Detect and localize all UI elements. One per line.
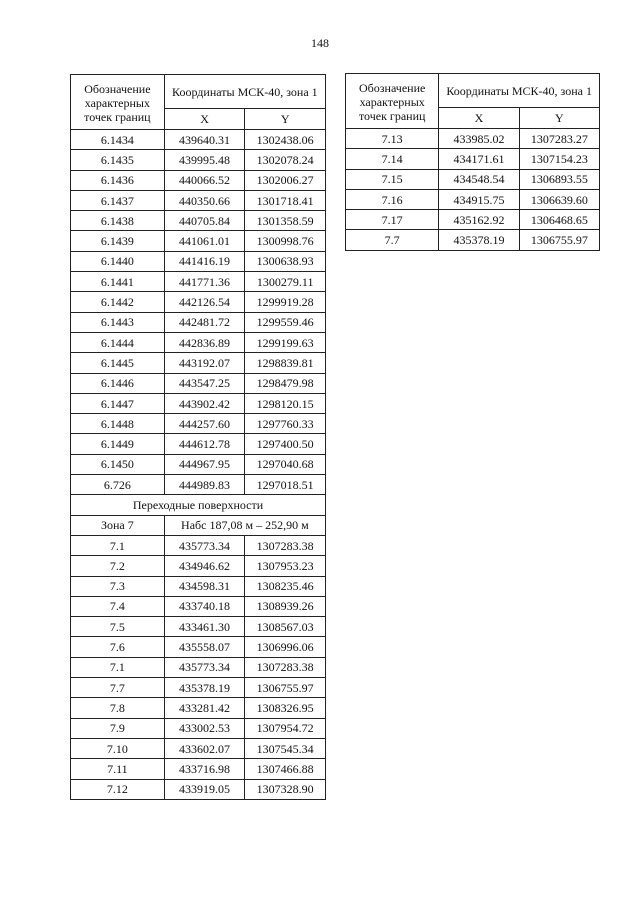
y-coordinate-cell: 1298479.98 bbox=[245, 373, 326, 393]
x-coordinate-cell: 443547.25 bbox=[164, 373, 245, 393]
x-coordinate-cell: 433740.18 bbox=[164, 596, 245, 616]
y-coordinate-cell: 1300279.11 bbox=[245, 272, 326, 292]
table-row bbox=[71, 678, 326, 698]
point-name-cell: 7.7 bbox=[346, 230, 439, 250]
point-name-cell: 6.1445 bbox=[71, 353, 165, 373]
x-coordinate-cell: 434548.54 bbox=[439, 169, 519, 189]
point-name-cell: 7.8 bbox=[71, 698, 165, 718]
x-coordinate-cell: 443902.42 bbox=[164, 393, 245, 413]
x-coordinate-cell: 433919.05 bbox=[164, 779, 245, 799]
y-coordinate-cell: 1306639.60 bbox=[519, 189, 599, 209]
table-row bbox=[71, 393, 326, 413]
point-name-cell: 7.11 bbox=[71, 759, 165, 779]
x-coordinate-cell: 434171.61 bbox=[439, 149, 519, 169]
y-coordinate-cell: 1307154.23 bbox=[519, 149, 599, 169]
table-row bbox=[71, 596, 326, 616]
table-row bbox=[71, 779, 326, 799]
table-row bbox=[71, 617, 326, 637]
table-row bbox=[71, 738, 326, 758]
table-row bbox=[71, 251, 326, 271]
y-coordinate-cell: 1297018.51 bbox=[245, 475, 326, 495]
y-coordinate-cell: 1301358.59 bbox=[245, 211, 326, 231]
point-name-cell: 6.1437 bbox=[71, 190, 165, 210]
y-coordinate-cell: 1300998.76 bbox=[245, 231, 326, 251]
y-coordinate-cell: 1307283.38 bbox=[245, 657, 326, 677]
designation-header: Обозначение характерных точек границ bbox=[71, 75, 165, 130]
x-coordinate-cell: 435162.92 bbox=[439, 210, 519, 230]
x-coordinate-cell: 434915.75 bbox=[439, 189, 519, 209]
y-coordinate-cell: 1297400.50 bbox=[245, 434, 326, 454]
point-name-cell: 6.1444 bbox=[71, 332, 165, 352]
y-coordinate-cell: 1297040.68 bbox=[245, 454, 326, 474]
table-row bbox=[71, 332, 326, 352]
table-row bbox=[71, 130, 326, 150]
y-coordinate-cell: 1307283.27 bbox=[519, 129, 599, 149]
table-row bbox=[71, 657, 326, 677]
point-name-cell: 7.12 bbox=[71, 779, 165, 799]
table-row bbox=[71, 231, 326, 251]
point-name-cell: 7.10 bbox=[71, 738, 165, 758]
table-row bbox=[346, 230, 600, 250]
y-coordinate-cell: 1301718.41 bbox=[245, 190, 326, 210]
section-title: Переходные поверхности bbox=[71, 495, 326, 515]
x-coordinate-cell: 433002.53 bbox=[164, 718, 245, 738]
x-coordinate-cell: 433985.02 bbox=[439, 129, 519, 149]
header-row bbox=[346, 74, 600, 108]
table-row bbox=[71, 759, 326, 779]
x-coordinate-cell: 433716.98 bbox=[164, 759, 245, 779]
point-name-cell: 7.7 bbox=[71, 678, 165, 698]
x-coordinate-cell: 444612.78 bbox=[164, 434, 245, 454]
y-coordinate-cell: 1307283.38 bbox=[245, 535, 326, 555]
point-name-cell: 7.4 bbox=[71, 596, 165, 616]
table-row bbox=[71, 718, 326, 738]
point-name-cell: 7.2 bbox=[71, 556, 165, 576]
table-row bbox=[71, 475, 326, 495]
point-name-cell: 7.9 bbox=[71, 718, 165, 738]
x-coordinate-cell: 442126.54 bbox=[164, 292, 245, 312]
table-row bbox=[71, 272, 326, 292]
point-name-cell: 7.14 bbox=[346, 149, 439, 169]
point-name-cell: 6.1439 bbox=[71, 231, 165, 251]
table-row bbox=[71, 312, 326, 332]
point-name-cell: 6.1443 bbox=[71, 312, 165, 332]
designation-header: Обозначение характерных точек границ bbox=[346, 74, 439, 129]
x-coordinate-cell: 435773.34 bbox=[164, 657, 245, 677]
table-row bbox=[346, 149, 600, 169]
table-row bbox=[346, 210, 600, 230]
x-coordinate-cell: 440350.66 bbox=[164, 190, 245, 210]
point-name-cell: 7.16 bbox=[346, 189, 439, 209]
point-name-cell: 7.6 bbox=[71, 637, 165, 657]
y-coordinate-cell: 1307954.72 bbox=[245, 718, 326, 738]
page-number: 148 bbox=[311, 36, 329, 50]
table-row bbox=[71, 190, 326, 210]
table-row bbox=[71, 150, 326, 170]
x-coordinate-cell: 434946.62 bbox=[164, 556, 245, 576]
x-coordinate-cell: 434598.31 bbox=[164, 576, 245, 596]
y-coordinate-cell: 1307466.88 bbox=[245, 759, 326, 779]
point-name-cell: 6.1436 bbox=[71, 170, 165, 190]
x-coordinate-cell: 433602.07 bbox=[164, 738, 245, 758]
point-name-cell: 7.15 bbox=[346, 169, 439, 189]
x-coordinate-cell: 433461.30 bbox=[164, 617, 245, 637]
x-coordinate-cell: 444989.83 bbox=[164, 475, 245, 495]
y-coordinate-cell: 1306755.97 bbox=[245, 678, 326, 698]
point-name-cell: 7.3 bbox=[71, 576, 165, 596]
point-name-cell: 6.1441 bbox=[71, 272, 165, 292]
y-coordinate-cell: 1307545.34 bbox=[245, 738, 326, 758]
x-coordinate-cell: 441061.01 bbox=[164, 231, 245, 251]
y-coordinate-cell: 1298120.15 bbox=[245, 393, 326, 413]
section-title-row bbox=[71, 495, 326, 515]
table-row bbox=[71, 414, 326, 434]
x-coordinate-cell: 442481.72 bbox=[164, 312, 245, 332]
point-name-cell: 6.1435 bbox=[71, 150, 165, 170]
point-name-cell: 6.1447 bbox=[71, 393, 165, 413]
x-header: X bbox=[439, 108, 519, 129]
table-row bbox=[71, 353, 326, 373]
x-coordinate-cell: 440066.52 bbox=[164, 170, 245, 190]
coordinates-header: Координаты МСК-40, зона 1 bbox=[439, 74, 600, 108]
x-coordinate-cell: 435558.07 bbox=[164, 637, 245, 657]
point-name-cell: 6.1442 bbox=[71, 292, 165, 312]
x-coordinate-cell: 443192.07 bbox=[164, 353, 245, 373]
table-row bbox=[71, 454, 326, 474]
table-row bbox=[71, 535, 326, 555]
point-name-cell: 7.1 bbox=[71, 535, 165, 555]
y-coordinate-cell: 1297760.33 bbox=[245, 414, 326, 434]
point-name-cell: 7.1 bbox=[71, 657, 165, 677]
x-coordinate-cell: 444967.95 bbox=[164, 454, 245, 474]
table-row bbox=[346, 189, 600, 209]
y-coordinate-cell: 1302006.27 bbox=[245, 170, 326, 190]
x-coordinate-cell: 444257.60 bbox=[164, 414, 245, 434]
x-coordinate-cell: 435773.34 bbox=[164, 535, 245, 555]
x-coordinate-cell: 435378.19 bbox=[439, 230, 519, 250]
point-name-cell: 7.5 bbox=[71, 617, 165, 637]
table-row bbox=[71, 556, 326, 576]
y-coordinate-cell: 1307328.90 bbox=[245, 779, 326, 799]
y-coordinate-cell: 1307953.23 bbox=[245, 556, 326, 576]
y-coordinate-cell: 1308939.26 bbox=[245, 596, 326, 616]
y-coordinate-cell: 1302078.24 bbox=[245, 150, 326, 170]
y-coordinate-cell: 1308326.95 bbox=[245, 698, 326, 718]
y-coordinate-cell: 1306996.06 bbox=[245, 637, 326, 657]
x-coordinate-cell: 442836.89 bbox=[164, 332, 245, 352]
point-name-cell: 6.1450 bbox=[71, 454, 165, 474]
table-row bbox=[71, 434, 326, 454]
y-coordinate-cell: 1308567.03 bbox=[245, 617, 326, 637]
x-coordinate-cell: 441416.19 bbox=[164, 251, 245, 271]
y-coordinate-cell: 1302438.06 bbox=[245, 130, 326, 150]
y-coordinate-cell: 1298839.81 bbox=[245, 353, 326, 373]
table-row bbox=[71, 292, 326, 312]
x-coordinate-cell: 433281.42 bbox=[164, 698, 245, 718]
table-row bbox=[71, 211, 326, 231]
coordinates-table-left bbox=[70, 74, 326, 800]
y-coordinate-cell: 1299199.63 bbox=[245, 332, 326, 352]
point-name-cell: 6.1434 bbox=[71, 130, 165, 150]
y-coordinate-cell: 1299919.28 bbox=[245, 292, 326, 312]
point-name-cell: 6.1446 bbox=[71, 373, 165, 393]
y-header: Y bbox=[245, 109, 326, 130]
x-coordinate-cell: 440705.84 bbox=[164, 211, 245, 231]
zone-label: Зона 7 bbox=[71, 515, 165, 535]
point-name-cell: 7.17 bbox=[346, 210, 439, 230]
zone-height-range: Набс 187,08 м – 252,90 м bbox=[164, 515, 325, 535]
x-coordinate-cell: 439995.48 bbox=[164, 150, 245, 170]
table-row bbox=[71, 170, 326, 190]
coordinates-header: Координаты МСК-40, зона 1 bbox=[164, 75, 325, 109]
x-coordinate-cell: 441771.36 bbox=[164, 272, 245, 292]
y-header: Y bbox=[519, 108, 599, 129]
table-row bbox=[71, 698, 326, 718]
y-coordinate-cell: 1306468.65 bbox=[519, 210, 599, 230]
x-header: X bbox=[164, 109, 245, 130]
point-name-cell: 6.1440 bbox=[71, 251, 165, 271]
zone-row bbox=[71, 515, 326, 535]
coordinates-table-right bbox=[345, 73, 600, 251]
y-coordinate-cell: 1308235.46 bbox=[245, 576, 326, 596]
point-name-cell: 6.1438 bbox=[71, 211, 165, 231]
table-row bbox=[346, 129, 600, 149]
table-row bbox=[71, 637, 326, 657]
point-name-cell: 6.1448 bbox=[71, 414, 165, 434]
table-row bbox=[71, 373, 326, 393]
point-name-cell: 6.1449 bbox=[71, 434, 165, 454]
header-row bbox=[71, 75, 326, 109]
y-coordinate-cell: 1300638.93 bbox=[245, 251, 326, 271]
x-coordinate-cell: 435378.19 bbox=[164, 678, 245, 698]
y-coordinate-cell: 1299559.46 bbox=[245, 312, 326, 332]
table-row bbox=[346, 169, 600, 189]
y-coordinate-cell: 1306893.55 bbox=[519, 169, 599, 189]
table-row bbox=[71, 576, 326, 596]
point-name-cell: 7.13 bbox=[346, 129, 439, 149]
y-coordinate-cell: 1306755.97 bbox=[519, 230, 599, 250]
x-coordinate-cell: 439640.31 bbox=[164, 130, 245, 150]
point-name-cell: 6.726 bbox=[71, 475, 165, 495]
